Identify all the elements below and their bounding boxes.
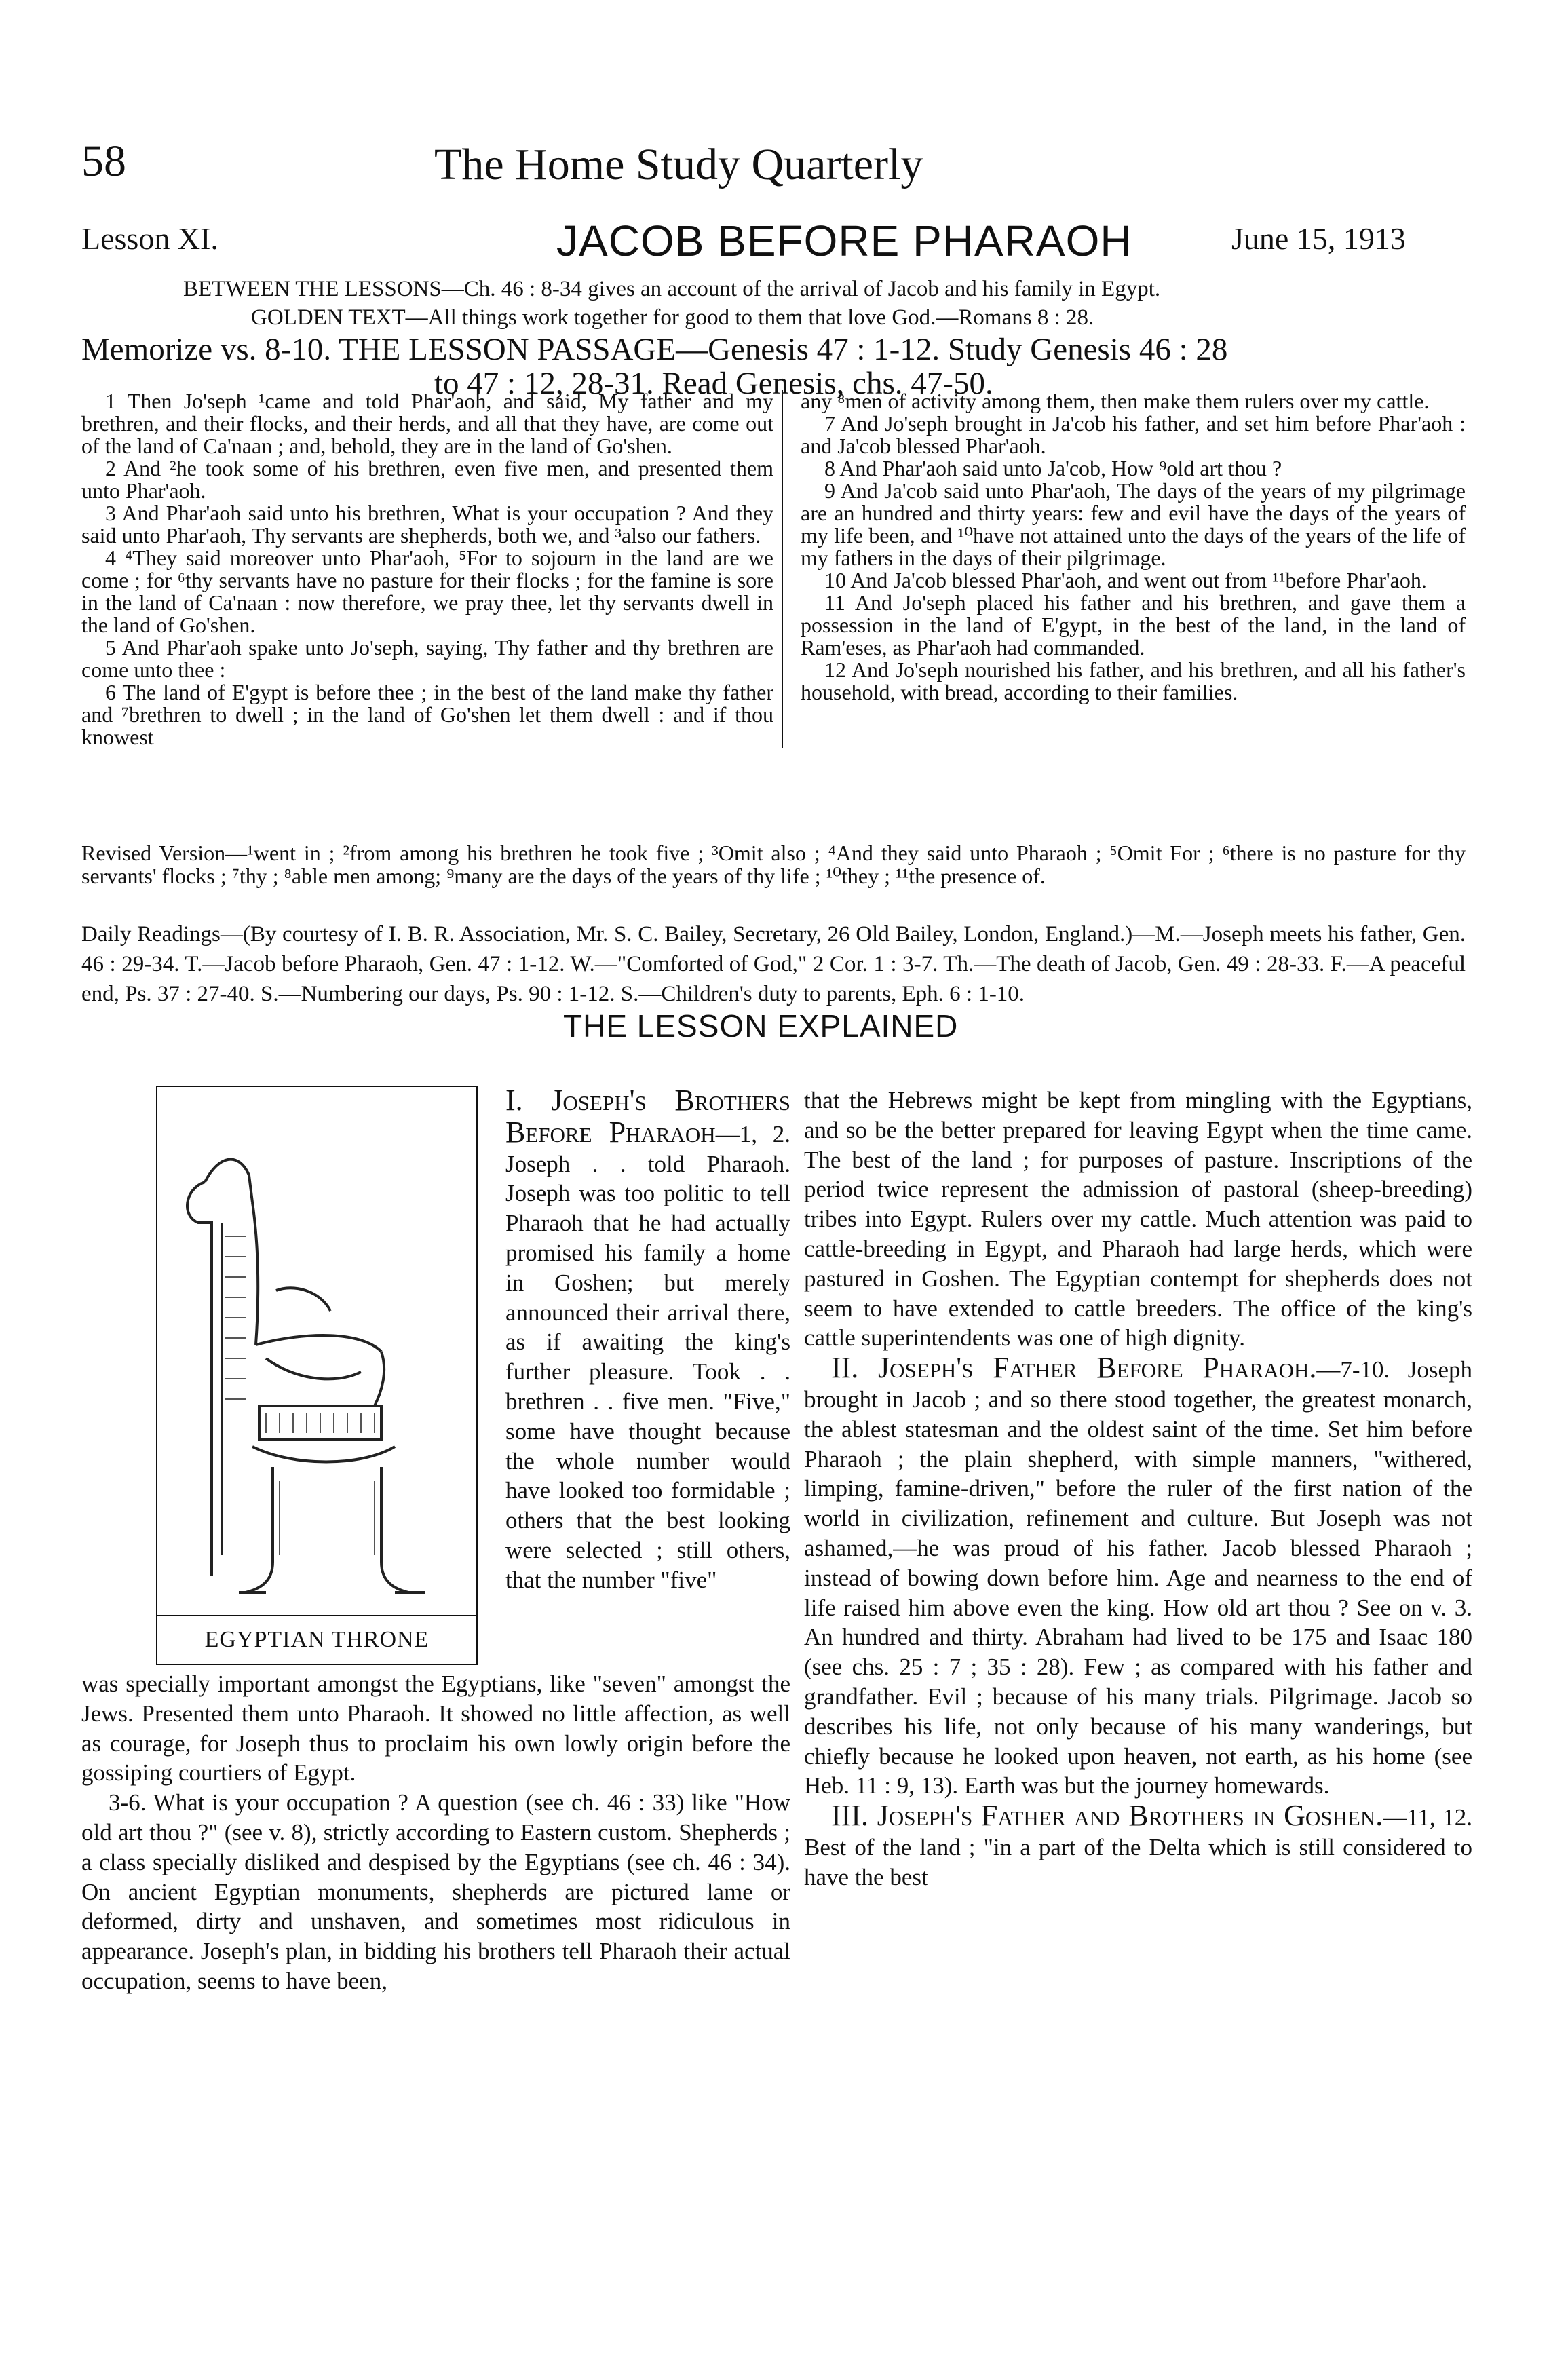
lesson-title: JACOB BEFORE PHARAOH [556, 216, 1132, 265]
passage-left-column [81, 390, 783, 748]
verse: 1 Then Jo'seph ¹came and told Phar'aoh, and said, My father and my brethren, and their flocks, and their herds, and all that they have, are come out of the land of Ca'naan ; and, behold, they are in the land of Go'shen. [81, 389, 773, 458]
explanation-narrow-column [505, 1086, 790, 1595]
section-2-body: —7-10. Joseph brought in Jacob ; and so there stood together, the greatest monarch, the ablest statesman and the oldest saint of the time. Set him before Pharaoh ; the plain shepherd, with simple manners, "withered, limping, famine-driven," before the ruler of the first nation of the world in civilization, refinement and culture. But Joseph was not ashamed,—he was proud of his father. Jacob blessed Pharaoh ; instead of bowing down before him. Age and nearness to the end of life raised him above even the king. How old art thou ? See on v. 3. An hundred and thirty. Abraham had lived to be 175 and Isaac 180 (see chs. 25 : 7 ; 35 : 28). Few ; as compared with his father and grandfather. Evil ; because of his many trials. Pilgrimage. Jacob so describes his life, not only because of his many wanderings, but chiefly because he looked upon heaven, not earth, as his home (see Heb. 11 : 9, 13). Earth was but the journey homewards. [804, 1356, 1472, 1799]
section-2-heading: II. Joseph's Father Before Pharaoh. [831, 1351, 1317, 1385]
verse: any ⁸men of activity among them, then make them rulers over my cattle. [801, 389, 1430, 413]
verse: 3 And Phar'aoh said unto his brethren, What is your occupation ? And they said unto Phar'aoh, Thy servants are shepherds, both we, and ³also our fathers. [81, 501, 773, 548]
verse: 2 And ²he took some of his brethren, even five men, and presented them unto Phar'aoh. [81, 456, 773, 503]
lesson-number: Lesson XI. [81, 221, 218, 256]
daily-readings: Daily Readings—(By courtesy of I. B. R. Association, Mr. S. C. Bailey, Secretary, 26 Old Bailey, London, England.)—M.—Joseph meets his father, Gen. 46 : 29-34. T.—Jacob before Pharaoh, Gen. 47 : 1-12. W.—"Comforted of God," 2 Cor. 1 : 3-7. Th.—The death of Jacob, Gen. 49 : 28-33. F.—A peaceful end, Ps. 37 : 27-40. S.—Numbering our days, Ps. 90 : 1-12. S.—Children's duty to parents, Eph. 6 : 1-10. [81, 922, 1466, 1006]
section-1-intro: —1, 2. Joseph . . told Pharaoh. Joseph was too politic to tell Pharaoh that he had actually promised his family a home in Goshen; but merely announced their arrival there, as if awaiting the king's further pleasure. Took . . brethren . . five men. "Five," some have thought because the whole number would have looked too formidable ; others that the best looking were selected ; still others, that the number "five" [505, 1120, 791, 1593]
verse: 6 The land of E'gypt is before thee ; in the best of the land make thy father and ⁷brethren to dwell ; in the land of Go'shen let them dwell : and if thou knowest [81, 680, 773, 749]
section-1-heading: I. Joseph's Brothers Before Pharaoh [505, 1084, 790, 1149]
lesson-explained-heading: THE LESSON EXPLAINED [563, 1008, 959, 1044]
between-the-lessons: BETWEEN THE LESSONS—Ch. 46 : 8-34 gives an account of the arrival of Jacob and his family in Egypt. [183, 277, 1161, 301]
verse: 4 ⁴They said moreover unto Phar'aoh, ⁵For to sojourn in the land are we come ; for ⁶thy servants have no pasture for their flocks ; for the famine is sore in the land of Ca'naan : now therefore, we pray thee, let thy servants dwell in the land of Go'shen. [81, 546, 773, 637]
throne-illustration [157, 1087, 476, 1609]
running-head: The Home Study Quarterly [434, 140, 923, 189]
verse: 12 And Jo'seph nourished his father, and his brethren, and all his father's household, with bread, according to their families. [801, 657, 1466, 704]
section-1-text [505, 1086, 790, 1595]
right-column-continued: that the Hebrews might be kept from mingling with the Egyptians, and so be the better prepared for leaving Egypt when the time came. The best of the land ; for purposes of pasture. Inscriptions of the period twice represent the admission of pastoral (sheep-breeding) tribes into Egypt. Rulers over my cattle. Much attention was paid to cattle-breeding in Egypt, and Pharaoh had large herds, which were pastured in Goshen. The Egyptian contempt for shepherds does not seem to have extended to cattle breeders. The office of the king's cattle superintendents was one of high dignity. [804, 1087, 1472, 1352]
verse: 11 And Jo'seph placed his father and his brethren, and gave them a possession in the land of E'gypt, in the best of the land, in the land of Ram'eses, as Phar'aoh had commanded. [801, 590, 1466, 660]
section-3-heading: III. Joseph's Father and Brothers in Goshen. [831, 1799, 1383, 1833]
verse: 5 And Phar'aoh spake unto Jo'seph, saying, Thy father and thy brethren are come unto thee : [81, 635, 773, 682]
explanation-left-column [81, 1669, 790, 1996]
verse: 8 And Phar'aoh said unto Ja'cob, How ⁹old art thou ? [824, 456, 1282, 480]
memorize-line-2: to 47 : 12, 28-31. Read Genesis, chs. 47-50. [434, 366, 993, 401]
section-2-text [804, 1353, 1472, 1801]
revised-version-notes: Revised Version—¹went in ; ²from among his brethren he took five ; ³Omit also ; ⁴And they said unto Pharaoh ; ⁵Omit For ; ⁶there is no pasture for thy servants' flocks ; ⁷thy ; ⁸able men among; ⁹many are the days of the years of thy life ; ¹⁰they ; ¹¹the presence of. [81, 841, 1466, 888]
golden-text: GOLDEN TEXT—All things work together for good to them that love God.—Romans 8 : 28. [251, 305, 1094, 330]
verse: 10 And Ja'cob blessed Phar'aoh, and went out from ¹¹before Phar'aoh. [824, 568, 1427, 592]
lesson-date: June 15, 1913 [1231, 221, 1406, 256]
verses-3-6-text: 3-6. What is your occupation ? A question (see ch. 46 : 33) like "How old art thou ?" (see v. 8), strictly according to Eastern custom. Shepherds ; a class specially disliked and despised by the Egyptians (see ch. 46 : 34). On ancient Egyptian monuments, shepherds are pictured lame or deformed, dirty and unshaven, and sometimes most ridiculous in appearance. Joseph's plan, in bidding his brothers tell Pharaoh their actual occupation, seems to have been, [81, 1789, 790, 1994]
passage-right-column [801, 390, 1466, 704]
explanation-right-column [804, 1086, 1472, 1892]
verse: 7 And Jo'seph brought in Ja'cob his father, and set him before Phar'aoh : and Ja'cob blessed Phar'aoh. [801, 411, 1466, 458]
figure-caption: EGYPTIAN THRONE [157, 1615, 476, 1664]
verse: 9 And Ja'cob said unto Phar'aoh, The days of the years of my pilgrimage are an hundred and thirty years: few and evil have the days of the years of my life been, and ¹⁰have not attained unto the days of the years of the life of my fathers in the days of their pilgrimage. [801, 478, 1466, 570]
egyptian-throne-figure [156, 1086, 478, 1665]
page-number: 58 [81, 136, 126, 186]
section-3-body: —11, 12. Best of the land ; "in a part of the Delta which is still considered to have the best [804, 1804, 1472, 1890]
section-3-text [804, 1801, 1472, 1892]
section-1-continued: was specially important amongst the Egyptians, like "seven" amongst the Jews. Presented them unto Pharaoh. It showed no little affection, as well as courage, for Joseph thus to proclaim his own lowly origin before the gossiping courtiers of Egypt. [81, 1670, 790, 1787]
memorize-line-1: Memorize vs. 8-10. THE LESSON PASSAGE—Genesis 47 : 1-12. Study Genesis 46 : 28 [81, 332, 1228, 367]
